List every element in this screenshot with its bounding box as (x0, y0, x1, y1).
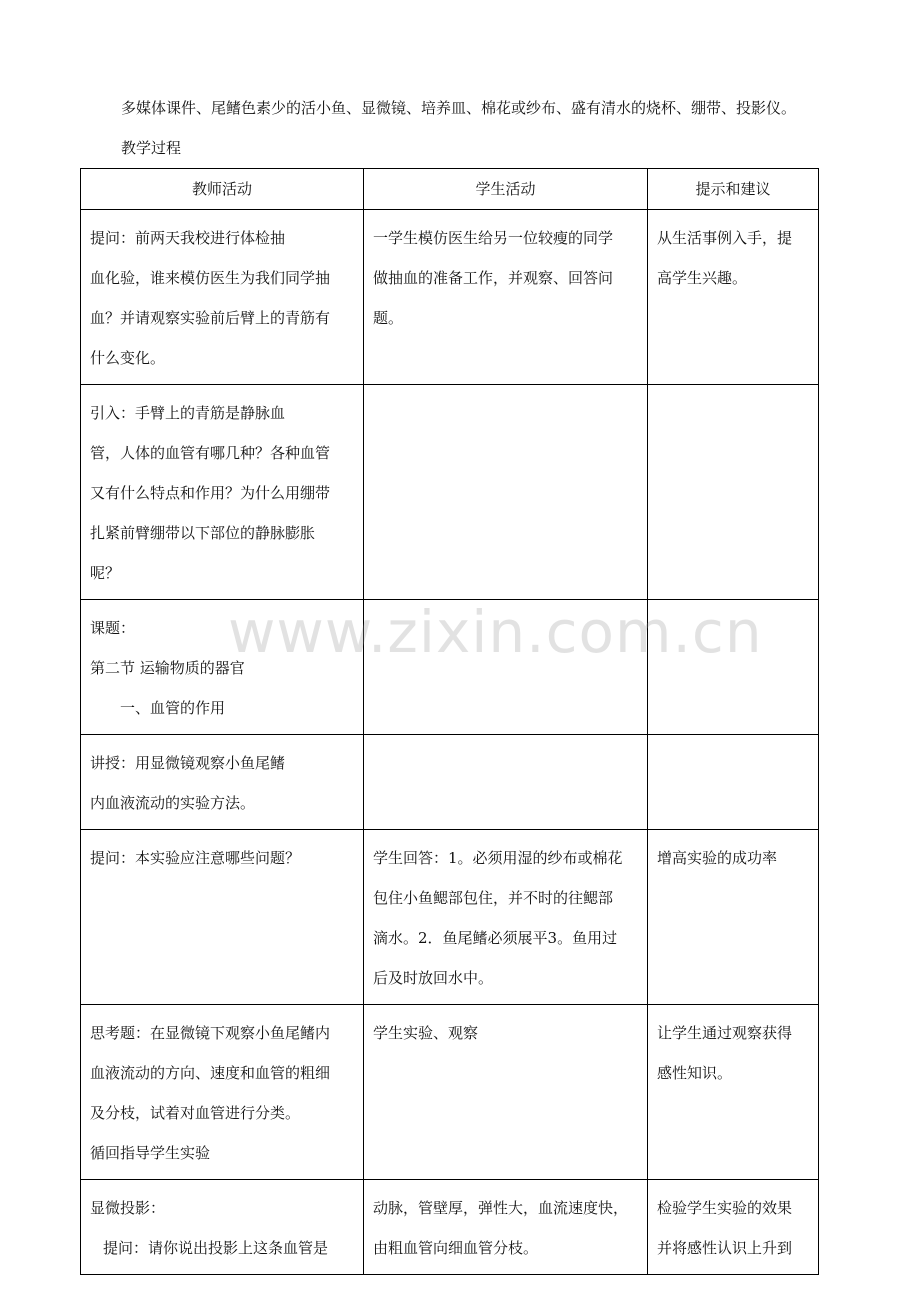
student-cell (364, 385, 648, 600)
cell-line: 管，人体的血管有哪几种？各种血管 (90, 444, 331, 462)
cell-line: 提问：请你说出投影上这条血管是 (103, 1239, 329, 1257)
student-cell (364, 600, 648, 735)
cell-line: 血液流动的方向、速度和血管的粗细 (90, 1064, 331, 1082)
table-row (81, 600, 819, 735)
table-row (81, 385, 819, 600)
teacher-cell (81, 385, 364, 600)
cell-line: 增高实验的成功率 (657, 849, 778, 867)
section-heading: 教学过程 (121, 139, 182, 157)
cell-line: 血？并请观察实验前后臂上的青筋有 (90, 309, 331, 327)
header-hints: 提示和建议 (648, 169, 819, 210)
cell-line: 一学生模仿医生给另一位较瘦的同学 (373, 229, 614, 247)
cell-line: 检验学生实验的效果 (657, 1199, 793, 1217)
cell-line: 学生回答：1。必须用湿的纱布或棉花 (373, 849, 623, 867)
table-row (81, 1180, 819, 1275)
hint-cell (648, 735, 819, 830)
cell-line: 又有什么特点和作用？为什么用绷带 (90, 484, 331, 502)
cell-line: 由粗血管向细血管分枝。 (373, 1239, 539, 1257)
hint-cell (648, 385, 819, 600)
cell-line: 讲授：用显微镜观察小鱼尾鳍 (90, 754, 286, 772)
cell-line: 并将感性认识上升到 (657, 1239, 793, 1257)
cell-line: 什么变化。 (90, 349, 166, 367)
cell-line: 从生活事例入手，提 (657, 229, 793, 247)
cell-line: 呢？ (90, 564, 121, 582)
cell-line: 包住小鱼鳃部包住，并不时的往鳃部 (373, 889, 614, 907)
cell-line: 血化验，谁来模仿医生为我们同学抽 (90, 269, 331, 287)
header-student-activity: 学生活动 (364, 169, 648, 210)
cell-line: 后及时放回水中。 (373, 969, 494, 987)
student-cell (364, 210, 648, 385)
hint-cell (648, 1180, 819, 1275)
teacher-cell (81, 600, 364, 735)
hint-cell (648, 600, 819, 735)
teacher-cell (81, 1005, 364, 1180)
student-cell (364, 1180, 648, 1275)
table-row (81, 210, 819, 385)
header-teacher-activity: 教师活动 (81, 169, 364, 210)
cell-line: 高学生兴趣。 (657, 269, 748, 287)
cell-line: 感性知识。 (657, 1064, 733, 1082)
teacher-cell (81, 735, 364, 830)
cell-line: 第二节 运输物质的器官 (90, 659, 245, 677)
teacher-cell (81, 830, 364, 1005)
cell-line: 及分枝，试着对血管进行分类。 (90, 1104, 301, 1122)
cell-line: 学生实验、观察 (373, 1024, 479, 1042)
cell-line: 滴水。2．鱼尾鳍必须展平3。鱼用过 (373, 929, 618, 947)
student-cell (364, 830, 648, 1005)
lesson-table (80, 168, 819, 1275)
teacher-cell (81, 1180, 364, 1275)
cell-line: 内血液流动的实验方法。 (90, 794, 256, 812)
table-row (81, 1005, 819, 1180)
cell-line: 引入：手臂上的青筋是静脉血 (90, 404, 286, 422)
hint-cell (648, 1005, 819, 1180)
hint-cell (648, 830, 819, 1005)
cell-line: 循回指导学生实验 (90, 1144, 211, 1162)
cell-line: 题。 (373, 309, 404, 327)
cell-line: 动脉，管壁厚，弹性大，血流速度快， (373, 1199, 629, 1217)
cell-line: 思考题：在显微镜下观察小鱼尾鳍内 (90, 1024, 331, 1042)
cell-line: 一、血管的作用 (120, 699, 226, 717)
cell-line: 提问：本实验应注意哪些问题？ (90, 849, 301, 867)
table-row (81, 830, 819, 1005)
cell-line: 课题： (90, 619, 136, 637)
cell-line: 做抽血的准备工作，并观察、回答问 (373, 269, 614, 287)
cell-line: 让学生通过观察获得 (657, 1024, 793, 1042)
teacher-cell (81, 210, 364, 385)
cell-line: 显微投影： (90, 1199, 166, 1217)
watermark: www.zixin.com.cn (228, 598, 763, 666)
cell-line: 提问：前两天我校进行体检抽 (90, 229, 286, 247)
table-row (81, 735, 819, 830)
hint-cell (648, 210, 819, 385)
cell-line: 扎紧前臂绷带以下部位的静脉膨胀 (90, 524, 316, 542)
materials-line: 多媒体课件、尾鳍色素少的活小鱼、显微镜、培养皿、棉花或纱布、盛有清水的烧杯、绷带、投影仪。 (121, 99, 797, 117)
student-cell (364, 735, 648, 830)
student-cell (364, 1005, 648, 1180)
